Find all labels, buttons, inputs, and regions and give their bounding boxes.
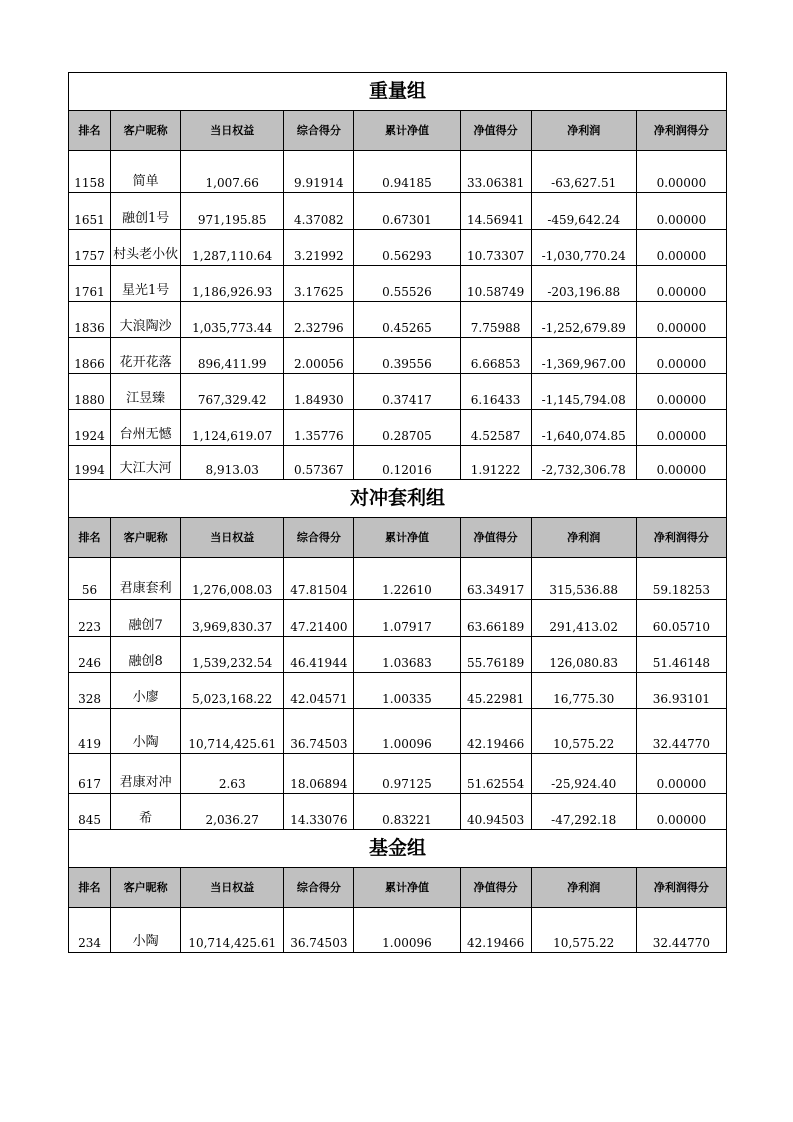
cell-equity: 1,539,232.54 xyxy=(181,637,284,673)
cell-net-profit: -63,627.51 xyxy=(531,151,636,193)
cell-net-profit: -1,145,794.08 xyxy=(531,374,636,410)
cell-nickname: 花开花落 xyxy=(111,338,181,374)
table-row xyxy=(69,151,727,193)
section-title: 对冲套利组 xyxy=(69,480,727,518)
cell-rank: 1866 xyxy=(69,338,111,374)
cell-composite-score: 1.84930 xyxy=(284,374,354,410)
cell-cumulative-nav: 0.94185 xyxy=(354,151,460,193)
cell-nav-score: 4.52587 xyxy=(460,410,531,446)
section-title: 基金组 xyxy=(69,830,727,868)
ranking-table xyxy=(68,72,727,953)
table-row xyxy=(69,230,727,266)
cell-composite-score: 9.91914 xyxy=(284,151,354,193)
cell-composite-score: 3.17625 xyxy=(284,266,354,302)
cell-rank: 328 xyxy=(69,673,111,709)
cell-net-profit-score: 0.00000 xyxy=(636,794,726,830)
column-header-cumulative-nav: 累计净值 xyxy=(354,868,460,908)
cell-net-profit: -1,369,967.00 xyxy=(531,338,636,374)
cell-equity: 8,913.03 xyxy=(181,446,284,480)
column-header-net-profit-score: 净利润得分 xyxy=(636,111,726,151)
column-header-equity: 当日权益 xyxy=(181,868,284,908)
cell-cumulative-nav: 1.00335 xyxy=(354,673,460,709)
cell-equity: 767,329.42 xyxy=(181,374,284,410)
header-row xyxy=(69,868,727,908)
cell-net-profit: -25,924.40 xyxy=(531,754,636,794)
cell-cumulative-nav: 1.07917 xyxy=(354,600,460,637)
cell-nickname: 村头老小伙 xyxy=(111,230,181,266)
cell-net-profit-score: 51.46148 xyxy=(636,637,726,673)
cell-net-profit-score: 32.44770 xyxy=(636,709,726,754)
cell-net-profit: -1,252,679.89 xyxy=(531,302,636,338)
column-header-rank: 排名 xyxy=(69,868,111,908)
cell-rank: 1880 xyxy=(69,374,111,410)
cell-cumulative-nav: 0.45265 xyxy=(354,302,460,338)
cell-nickname: 君康对冲 xyxy=(111,754,181,794)
cell-rank: 56 xyxy=(69,558,111,600)
cell-composite-score: 2.32796 xyxy=(284,302,354,338)
cell-composite-score: 1.35776 xyxy=(284,410,354,446)
cell-net-profit: -2,732,306.78 xyxy=(531,446,636,480)
cell-net-profit: -203,196.88 xyxy=(531,266,636,302)
cell-nav-score: 63.34917 xyxy=(460,558,531,600)
cell-equity: 2,036.27 xyxy=(181,794,284,830)
cell-net-profit-score: 60.05710 xyxy=(636,600,726,637)
cell-nickname: 融创8 xyxy=(111,637,181,673)
cell-nav-score: 10.58749 xyxy=(460,266,531,302)
cell-net-profit-score: 0.00000 xyxy=(636,230,726,266)
cell-equity: 1,124,619.07 xyxy=(181,410,284,446)
cell-net-profit-score: 0.00000 xyxy=(636,193,726,230)
cell-net-profit-score: 32.44770 xyxy=(636,908,726,953)
cell-rank: 1836 xyxy=(69,302,111,338)
cell-rank: 1158 xyxy=(69,151,111,193)
column-header-net-profit: 净利润 xyxy=(531,111,636,151)
cell-equity: 1,186,926.93 xyxy=(181,266,284,302)
cell-nickname: 星光1号 xyxy=(111,266,181,302)
cell-nav-score: 33.06381 xyxy=(460,151,531,193)
cell-net-profit-score: 0.00000 xyxy=(636,754,726,794)
header-row xyxy=(69,111,727,151)
table-row xyxy=(69,794,727,830)
cell-nickname: 融创7 xyxy=(111,600,181,637)
cell-composite-score: 18.06894 xyxy=(284,754,354,794)
cell-nickname: 简单 xyxy=(111,151,181,193)
cell-rank: 246 xyxy=(69,637,111,673)
cell-net-profit-score: 36.93101 xyxy=(636,673,726,709)
cell-equity: 3,969,830.37 xyxy=(181,600,284,637)
cell-nav-score: 1.91222 xyxy=(460,446,531,480)
cell-nav-score: 10.73307 xyxy=(460,230,531,266)
cell-cumulative-nav: 0.56293 xyxy=(354,230,460,266)
column-header-rank: 排名 xyxy=(69,111,111,151)
cell-rank: 617 xyxy=(69,754,111,794)
cell-cumulative-nav: 0.12016 xyxy=(354,446,460,480)
cell-equity: 5,023,168.22 xyxy=(181,673,284,709)
cell-net-profit: 315,536.88 xyxy=(531,558,636,600)
cell-net-profit: 126,080.83 xyxy=(531,637,636,673)
cell-rank: 1651 xyxy=(69,193,111,230)
cell-nav-score: 40.94503 xyxy=(460,794,531,830)
cell-cumulative-nav: 0.83221 xyxy=(354,794,460,830)
cell-nickname: 小陶 xyxy=(111,709,181,754)
table-row xyxy=(69,709,727,754)
cell-net-profit-score: 0.00000 xyxy=(636,446,726,480)
cell-equity: 10,714,425.61 xyxy=(181,709,284,754)
table-row xyxy=(69,302,727,338)
cell-net-profit: -47,292.18 xyxy=(531,794,636,830)
table-row xyxy=(69,637,727,673)
cell-cumulative-nav: 0.37417 xyxy=(354,374,460,410)
cell-rank: 234 xyxy=(69,908,111,953)
cell-nickname: 大江大河 xyxy=(111,446,181,480)
table-row xyxy=(69,446,727,480)
table-row xyxy=(69,410,727,446)
cell-nav-score: 6.16433 xyxy=(460,374,531,410)
cell-equity: 1,276,008.03 xyxy=(181,558,284,600)
table-row xyxy=(69,600,727,637)
cell-nav-score: 14.56941 xyxy=(460,193,531,230)
cell-nickname: 江昱臻 xyxy=(111,374,181,410)
cell-equity: 2.63 xyxy=(181,754,284,794)
cell-composite-score: 46.41944 xyxy=(284,637,354,673)
section-title-row xyxy=(69,830,727,868)
cell-cumulative-nav: 0.39556 xyxy=(354,338,460,374)
column-header-equity: 当日权益 xyxy=(181,111,284,151)
column-header-net-profit-score: 净利润得分 xyxy=(636,868,726,908)
cell-rank: 1757 xyxy=(69,230,111,266)
cell-rank: 1761 xyxy=(69,266,111,302)
column-header-cumulative-nav: 累计净值 xyxy=(354,518,460,558)
cell-net-profit-score: 0.00000 xyxy=(636,374,726,410)
cell-equity: 971,195.85 xyxy=(181,193,284,230)
cell-nickname: 台州无憾 xyxy=(111,410,181,446)
cell-rank: 223 xyxy=(69,600,111,637)
cell-composite-score: 47.21400 xyxy=(284,600,354,637)
section-title: 重量组 xyxy=(69,73,727,111)
cell-nickname: 大浪陶沙 xyxy=(111,302,181,338)
column-header-net-profit: 净利润 xyxy=(531,868,636,908)
cell-net-profit-score: 59.18253 xyxy=(636,558,726,600)
cell-equity: 1,007.66 xyxy=(181,151,284,193)
cell-nav-score: 7.75988 xyxy=(460,302,531,338)
header-row xyxy=(69,518,727,558)
column-header-cumulative-nav: 累计净值 xyxy=(354,111,460,151)
cell-net-profit: -459,642.24 xyxy=(531,193,636,230)
cell-composite-score: 36.74503 xyxy=(284,908,354,953)
cell-cumulative-nav: 0.28705 xyxy=(354,410,460,446)
column-header-composite-score: 综合得分 xyxy=(284,518,354,558)
cell-equity: 896,411.99 xyxy=(181,338,284,374)
table-row xyxy=(69,908,727,953)
column-header-nav-score: 净值得分 xyxy=(460,518,531,558)
column-header-rank: 排名 xyxy=(69,518,111,558)
cell-net-profit-score: 0.00000 xyxy=(636,151,726,193)
cell-net-profit: -1,030,770.24 xyxy=(531,230,636,266)
cell-nickname: 希 xyxy=(111,794,181,830)
cell-composite-score: 14.33076 xyxy=(284,794,354,830)
cell-equity: 10,714,425.61 xyxy=(181,908,284,953)
cell-equity: 1,287,110.64 xyxy=(181,230,284,266)
cell-nickname: 融创1号 xyxy=(111,193,181,230)
cell-cumulative-nav: 1.00096 xyxy=(354,709,460,754)
cell-composite-score: 4.37082 xyxy=(284,193,354,230)
column-header-nav-score: 净值得分 xyxy=(460,868,531,908)
table-row xyxy=(69,266,727,302)
column-header-composite-score: 综合得分 xyxy=(284,111,354,151)
table-row xyxy=(69,673,727,709)
cell-composite-score: 36.74503 xyxy=(284,709,354,754)
cell-net-profit-score: 0.00000 xyxy=(636,338,726,374)
cell-net-profit: 16,775.30 xyxy=(531,673,636,709)
cell-nav-score: 63.66189 xyxy=(460,600,531,637)
cell-nav-score: 6.66853 xyxy=(460,338,531,374)
cell-cumulative-nav: 1.00096 xyxy=(354,908,460,953)
cell-rank: 1994 xyxy=(69,446,111,480)
column-header-net-profit: 净利润 xyxy=(531,518,636,558)
cell-net-profit-score: 0.00000 xyxy=(636,410,726,446)
cell-net-profit: 10,575.22 xyxy=(531,709,636,754)
cell-rank: 1924 xyxy=(69,410,111,446)
table-row xyxy=(69,338,727,374)
cell-equity: 1,035,773.44 xyxy=(181,302,284,338)
cell-nav-score: 42.19466 xyxy=(460,709,531,754)
table-row xyxy=(69,558,727,600)
table-row xyxy=(69,754,727,794)
column-header-equity: 当日权益 xyxy=(181,518,284,558)
column-header-nickname: 客户昵称 xyxy=(111,111,181,151)
cell-nav-score: 51.62554 xyxy=(460,754,531,794)
cell-cumulative-nav: 0.67301 xyxy=(354,193,460,230)
cell-net-profit-score: 0.00000 xyxy=(636,266,726,302)
cell-composite-score: 47.81504 xyxy=(284,558,354,600)
cell-composite-score: 0.57367 xyxy=(284,446,354,480)
cell-cumulative-nav: 1.22610 xyxy=(354,558,460,600)
table-row xyxy=(69,193,727,230)
column-header-net-profit-score: 净利润得分 xyxy=(636,518,726,558)
cell-net-profit: -1,640,074.85 xyxy=(531,410,636,446)
column-header-nav-score: 净值得分 xyxy=(460,111,531,151)
cell-cumulative-nav: 0.97125 xyxy=(354,754,460,794)
cell-composite-score: 42.04571 xyxy=(284,673,354,709)
cell-nav-score: 55.76189 xyxy=(460,637,531,673)
column-header-nickname: 客户昵称 xyxy=(111,518,181,558)
cell-net-profit: 291,413.02 xyxy=(531,600,636,637)
column-header-composite-score: 综合得分 xyxy=(284,868,354,908)
cell-nickname: 君康套利 xyxy=(111,558,181,600)
section-title-row xyxy=(69,480,727,518)
cell-composite-score: 2.00056 xyxy=(284,338,354,374)
cell-rank: 845 xyxy=(69,794,111,830)
cell-composite-score: 3.21992 xyxy=(284,230,354,266)
cell-nickname: 小廖 xyxy=(111,673,181,709)
cell-nickname: 小陶 xyxy=(111,908,181,953)
section-title-row xyxy=(69,73,727,111)
table-row xyxy=(69,374,727,410)
cell-cumulative-nav: 0.55526 xyxy=(354,266,460,302)
cell-nav-score: 42.19466 xyxy=(460,908,531,953)
cell-net-profit-score: 0.00000 xyxy=(636,302,726,338)
cell-cumulative-nav: 1.03683 xyxy=(354,637,460,673)
cell-nav-score: 45.22981 xyxy=(460,673,531,709)
column-header-nickname: 客户昵称 xyxy=(111,868,181,908)
cell-rank: 419 xyxy=(69,709,111,754)
cell-net-profit: 10,575.22 xyxy=(531,908,636,953)
